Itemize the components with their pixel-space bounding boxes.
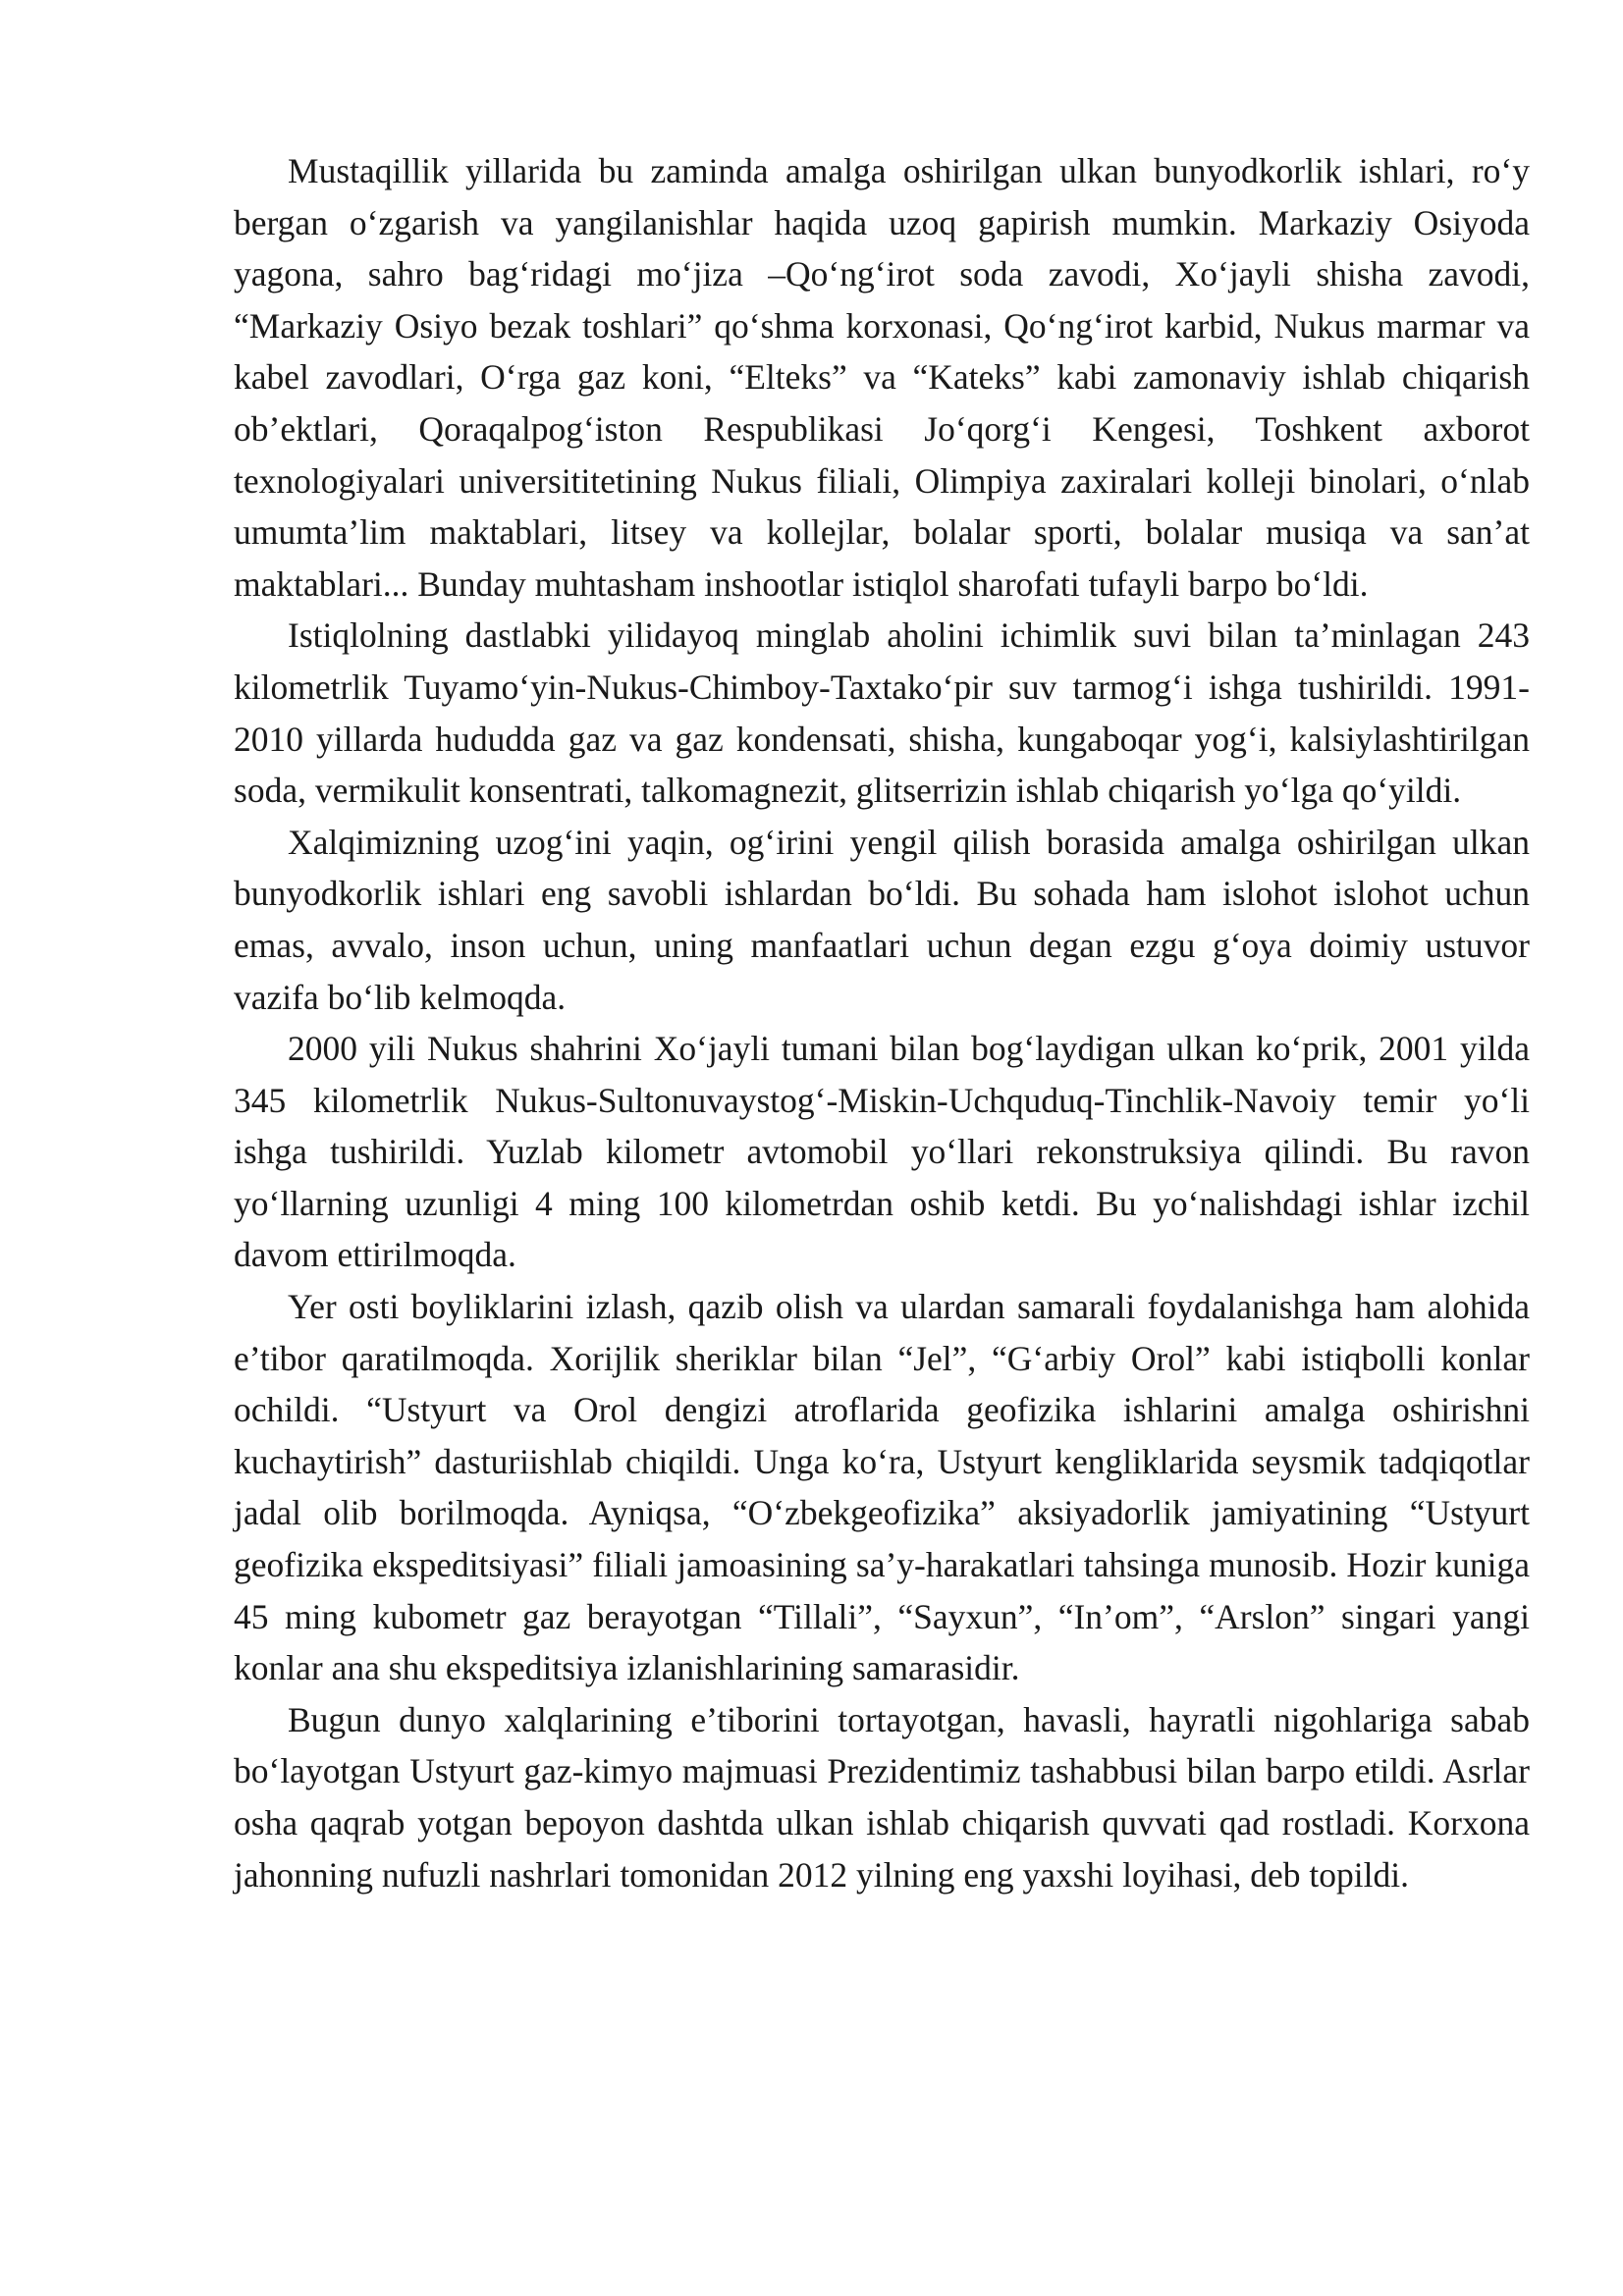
paragraph-1: Mustaqillik yillarida bu zaminda amalga oshirilgan ulkan bunyodkorlik ishlari, ro‘y bergan o‘zgarish va yangilanishlar haqida uzoq gapirish mumkin. Markaziy Osiyoda yagona, sahro bag‘ridagi mo‘jiza –Qo‘ng‘irot soda zavodi, Xo‘jayli shisha zavodi, “Markaziy Osiyo bezak toshlari” qo‘shma korxonasi, Qo‘ng‘irot karbid, Nukus marmar va kabel zavodlari, O‘rga gaz koni, “Elteks” va “Kateks” kabi zamonaviy ishlab chiqarish ob’ektlari, Qoraqalpog‘iston Respublikasi Jo‘qorg‘i Kengesi, Toshkent axborot texnologiyalari universititetining Nukus filiali, Olimpiya zaxiralari kolleji binolari, o‘nlab umumta’lim maktablari, litsey va kollejlar, bolalar sporti, bolalar musiqa va san’at maktablari... Bunday muhtasham inshootlar istiqlol sharofati tufayli barpo bo‘ldi. (234, 151, 1530, 604)
paragraph-3: Xalqimizning uzog‘ini yaqin, og‘irini yengil qilish borasida amalga oshirilgan ulkan bunyodkorlik ishlari eng savobli ishlardan bo‘ldi. Bu sohada ham islohot islohot uchun emas, avvalo, inson uchun, uning manfaatlari uchun degan ezgu g‘oya doimiy ustuvor vazifa bo‘lib kelmoqda. (234, 822, 1530, 1017)
paragraph-4: 2000 yili Nukus shahrini Xo‘jayli tumani bilan bog‘laydigan ulkan ko‘prik, 2001 yilda 345 kilometrlik Nukus-Sultonuvaystog‘-Miskin-Uchquduq-Tinchlik-Navoiy temir yo‘li ishga tushirildi. Yuzlab kilometr avtomobil yo‘llari rekonstruksiya qilindi. Bu ravon yo‘llarning uzunligi 4 ming 100 kilometrdan oshib ketdi. Bu yo‘nalishdagi ishlar izchil davom ettirilmoqda. (234, 1029, 1530, 1275)
body-text (234, 145, 1530, 1900)
paragraph-5: Yer osti boyliklarini izlash, qazib olish va ulardan samarali foydalanishga ham alohida e’tibor qaratilmoqda. Xorijlik sheriklar bilan “Jel”, “G‘arbiy Orol” kabi istiqbolli konlar ochildi. “Ustyurt va Orol dengizi atroflarida geofizika ishlarini amalga oshirishni kuchaytirish” dasturiishlab chiqildi. Unga ko‘ra, Ustyurt kengliklarida seysmik tadqiqotlar jadal olib borilmoqda. Ayniqsa, “O‘zbekgeofizika” aksiyadorlik jamiyatining “Ustyurt geofizika ekspeditsiyasi” filiali jamoasining sa’y-harakatlari tahsinga munosib. Hozir kuniga 45 ming kubometr gaz berayotgan “Tillali”, “Sayxun”, “In’om”, “Arslon” singari yangi konlar ana shu ekspeditsiya izlanishlarining samarasidir. (234, 1287, 1530, 1688)
paragraph-6: Bugun dunyo xalqlarining e’tiborini tortayotgan, havasli, hayratli nigohlariga sabab bo‘layotgan Ustyurt gaz-kimyo majmuasi Prezidentimiz tashabbusi bilan barpo etildi. Asrlar osha qaqrab yotgan bepoyon dashtda ulkan ishlab chiqarish quvvati qad rostladi. Korxona jahonning nufuzli nashrlari tomonidan 2012 yilning eng yaxshi loyihasi, deb topildi. (234, 1699, 1530, 1895)
paragraph-2: Istiqlolning dastlabki yilidayoq minglab aholini ichimlik suvi bilan ta’minlagan 243 kilometrlik Tuyamo‘yin-Nukus-Chimboy-Taxtako‘pir suv tarmog‘i ishga tushirildi. 1991-2010 yillarda hududda gaz va gaz kondensati, shisha, kungaboqar yog‘i, kalsiylashtirilgan soda, vermikulit konsentrati, talkomagnezit, glitserrizin ishlab chiqarish yo‘lga qo‘yildi. (234, 615, 1530, 811)
